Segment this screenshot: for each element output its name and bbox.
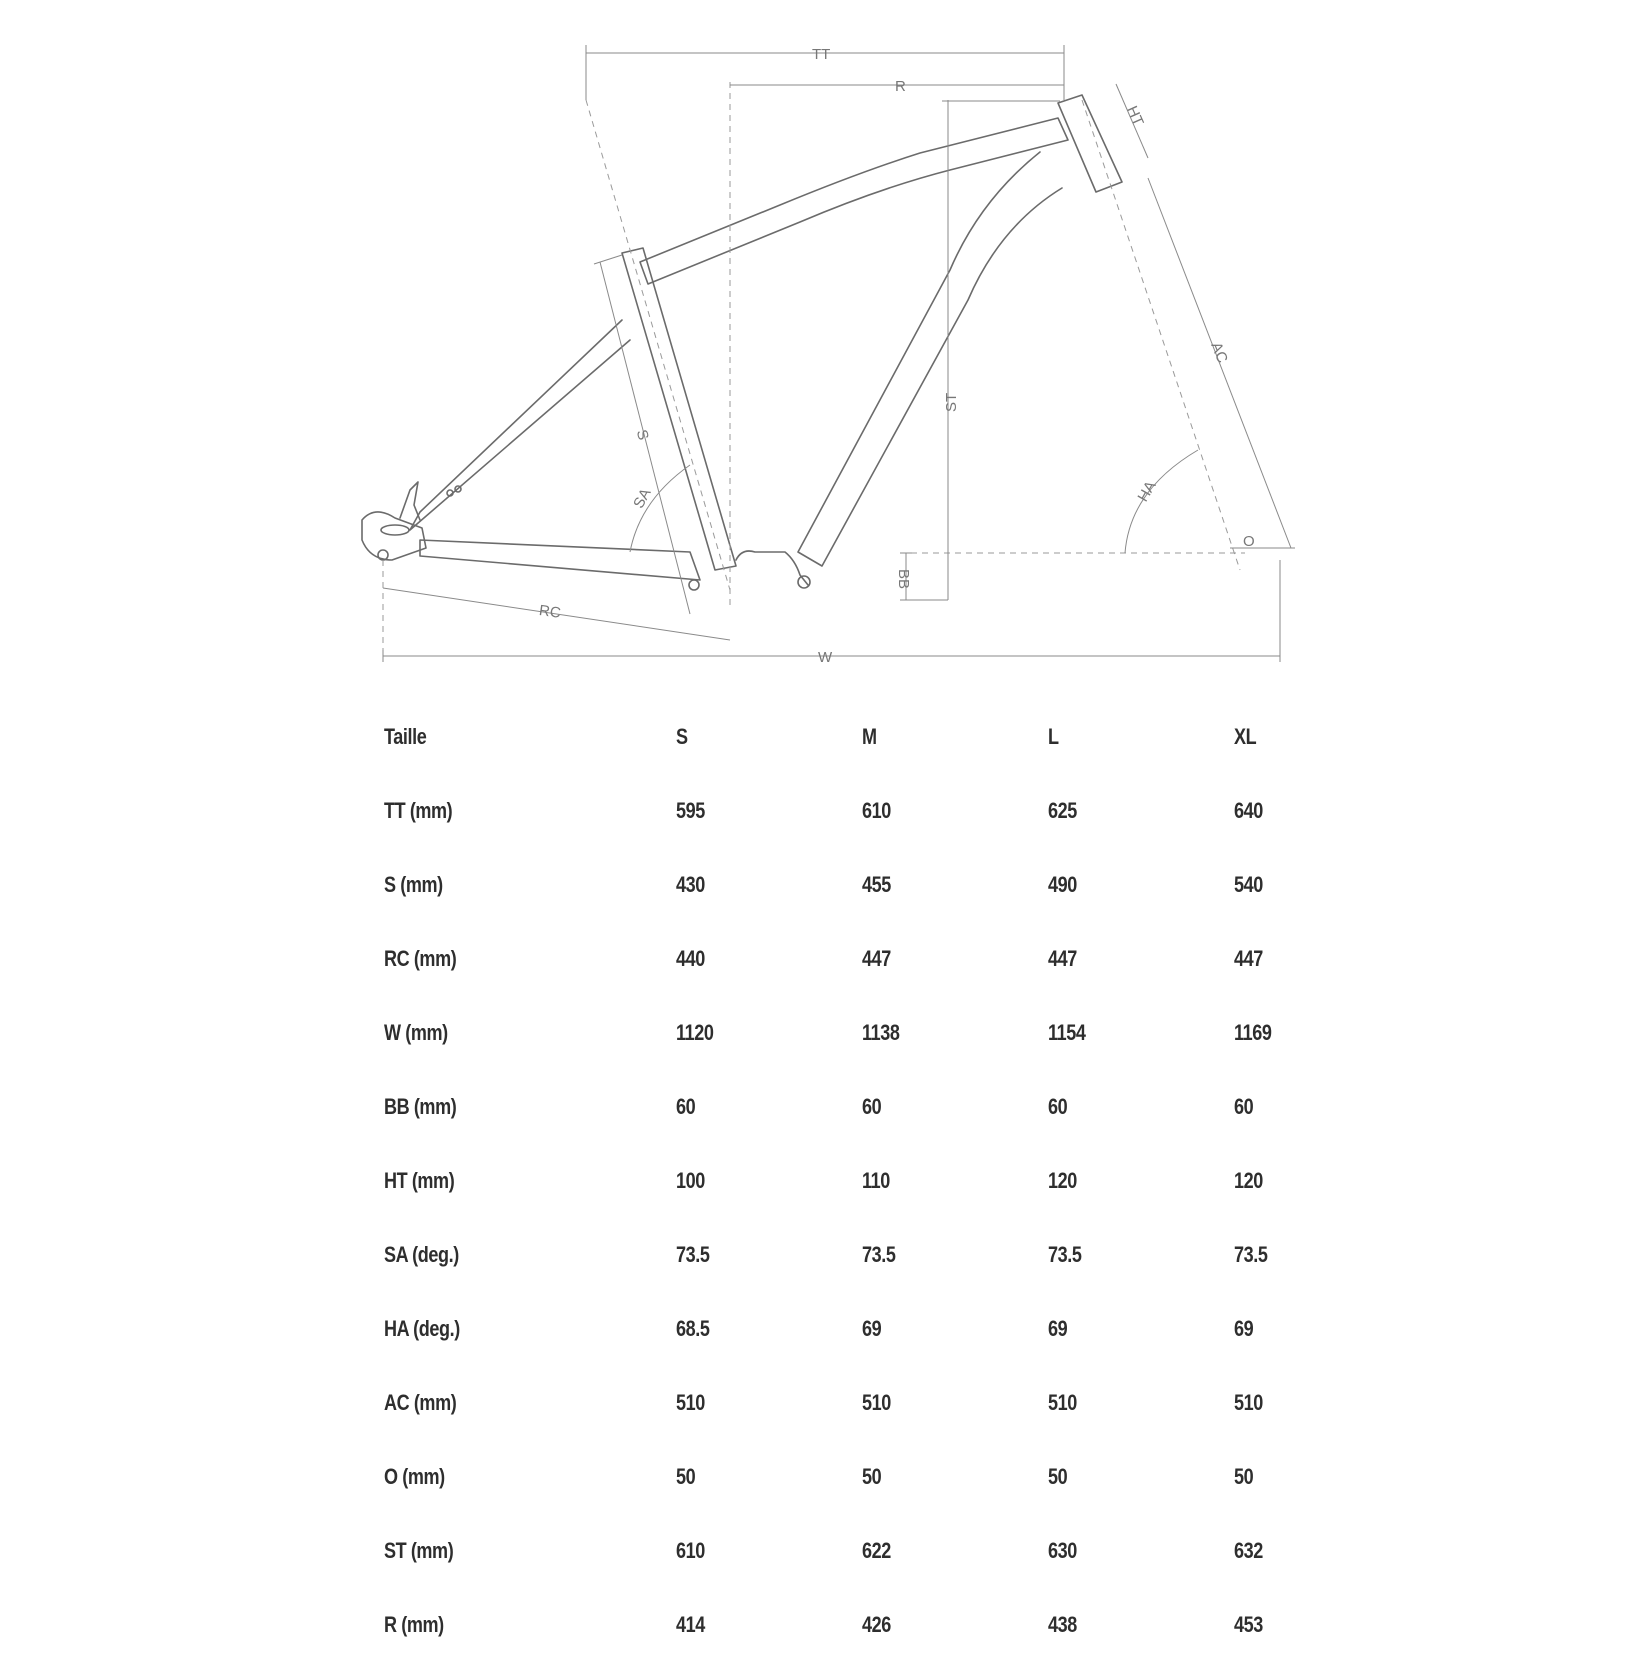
size-value: 50 xyxy=(1234,1464,1254,1489)
size-value: L xyxy=(1048,724,1059,749)
label-w: W xyxy=(818,649,833,666)
label-st: ST xyxy=(943,392,960,412)
row-label: S (mm) xyxy=(384,872,443,897)
size-value: 438 xyxy=(1048,1612,1077,1637)
label-s: S xyxy=(632,427,652,442)
row-label: HT (mm) xyxy=(384,1168,455,1193)
size-value: 1120 xyxy=(676,1020,714,1045)
table-row xyxy=(384,1070,1374,1144)
seat-axis-extension xyxy=(586,100,730,590)
size-value: 60 xyxy=(1234,1094,1254,1119)
table-row xyxy=(384,1588,1374,1662)
chainstay-bolt xyxy=(689,580,699,590)
row-label: TT (mm) xyxy=(384,798,453,823)
size-value: 120 xyxy=(1234,1168,1263,1193)
bottom-bracket xyxy=(736,551,808,585)
size-value: 455 xyxy=(862,872,891,897)
size-value: 447 xyxy=(1048,946,1077,971)
dimension-lines xyxy=(383,45,1295,662)
size-value: 622 xyxy=(862,1538,891,1563)
size-value: S xyxy=(676,724,688,749)
label-tt: TT xyxy=(812,46,831,63)
size-value: M xyxy=(862,724,877,749)
seat-tube xyxy=(622,248,736,570)
table-row xyxy=(384,922,1374,996)
size-value: XL xyxy=(1234,724,1257,749)
size-value: 50 xyxy=(676,1464,696,1489)
size-value: 540 xyxy=(1234,872,1263,897)
bike-frame xyxy=(362,95,1122,590)
row-label: AC (mm) xyxy=(384,1390,457,1415)
size-value: 447 xyxy=(862,946,891,971)
size-value: 625 xyxy=(1048,798,1077,823)
row-label: Taille xyxy=(384,724,427,749)
size-value: 510 xyxy=(862,1390,891,1415)
bb-axle xyxy=(798,576,810,588)
size-value: 414 xyxy=(676,1612,705,1637)
table-row xyxy=(384,1292,1374,1366)
size-value: 50 xyxy=(1048,1464,1068,1489)
s-tick xyxy=(594,255,622,264)
size-value: 73.5 xyxy=(862,1242,896,1267)
top-tube xyxy=(640,118,1068,284)
label-rc: RC xyxy=(537,601,562,622)
label-sa: SA xyxy=(630,485,655,512)
table-row xyxy=(384,774,1374,848)
size-value: 510 xyxy=(1234,1390,1263,1415)
size-value: 632 xyxy=(1234,1538,1263,1563)
table-row xyxy=(384,996,1374,1070)
head-tube xyxy=(1058,95,1122,192)
down-tube xyxy=(798,152,1062,566)
dimension-labels xyxy=(538,46,1255,666)
table-header-row xyxy=(384,700,1374,774)
size-value: 440 xyxy=(676,946,705,971)
label-ht: HT xyxy=(1123,103,1147,129)
dropout-hook xyxy=(400,482,420,520)
size-value: 60 xyxy=(1048,1094,1068,1119)
size-value: 610 xyxy=(862,798,891,823)
size-value: 453 xyxy=(1234,1612,1263,1637)
size-value: 447 xyxy=(1234,946,1263,971)
size-value: 1169 xyxy=(1234,1020,1272,1045)
row-label: BB (mm) xyxy=(384,1094,457,1119)
row-label: SA (deg.) xyxy=(384,1242,459,1267)
dropout-slot xyxy=(381,525,409,535)
table-row xyxy=(384,1144,1374,1218)
label-bb: BB xyxy=(895,569,912,590)
geometry-table-body xyxy=(384,700,1374,1662)
size-value: 630 xyxy=(1048,1538,1077,1563)
size-value: 100 xyxy=(676,1168,705,1193)
table-row xyxy=(384,1366,1374,1440)
size-value: 73.5 xyxy=(676,1242,710,1267)
size-value: 640 xyxy=(1234,798,1263,823)
size-value: 490 xyxy=(1048,872,1077,897)
row-label: RC (mm) xyxy=(384,946,457,971)
row-label: ST (mm) xyxy=(384,1538,454,1563)
label-ac: AC xyxy=(1207,339,1231,366)
size-value: 120 xyxy=(1048,1168,1077,1193)
row-label: O (mm) xyxy=(384,1464,445,1489)
seat-stay xyxy=(410,320,630,530)
label-o: O xyxy=(1243,533,1255,550)
size-value: 510 xyxy=(676,1390,705,1415)
table-row xyxy=(384,1440,1374,1514)
size-value: 68.5 xyxy=(676,1316,710,1341)
table-row xyxy=(384,1514,1374,1588)
row-label: W (mm) xyxy=(384,1020,448,1045)
size-value: 73.5 xyxy=(1048,1242,1082,1267)
size-value: 510 xyxy=(1048,1390,1077,1415)
size-value: 50 xyxy=(862,1464,882,1489)
table-row xyxy=(384,1218,1374,1292)
size-value: 110 xyxy=(862,1168,890,1193)
geometry-table xyxy=(384,700,1374,1662)
size-value: 60 xyxy=(676,1094,696,1119)
label-ha: HA xyxy=(1134,478,1160,505)
size-value: 69 xyxy=(1234,1316,1254,1341)
chain-stay xyxy=(420,540,700,580)
size-value: 610 xyxy=(676,1538,705,1563)
size-value: 595 xyxy=(676,798,705,823)
size-value: 1138 xyxy=(862,1020,900,1045)
table-row xyxy=(384,848,1374,922)
row-label: R (mm) xyxy=(384,1612,444,1637)
label-r: R xyxy=(895,78,906,95)
ha-arc xyxy=(1125,450,1198,553)
size-value: 69 xyxy=(1048,1316,1068,1341)
size-value: 426 xyxy=(862,1612,891,1637)
head-axis-extension xyxy=(1082,100,1240,570)
size-value: 430 xyxy=(676,872,705,897)
size-value: 1154 xyxy=(1048,1020,1086,1045)
size-value: 60 xyxy=(862,1094,882,1119)
row-label: HA (deg.) xyxy=(384,1316,460,1341)
size-value: 73.5 xyxy=(1234,1242,1268,1267)
size-value: 69 xyxy=(862,1316,882,1341)
frame-geometry-diagram xyxy=(0,0,1652,700)
